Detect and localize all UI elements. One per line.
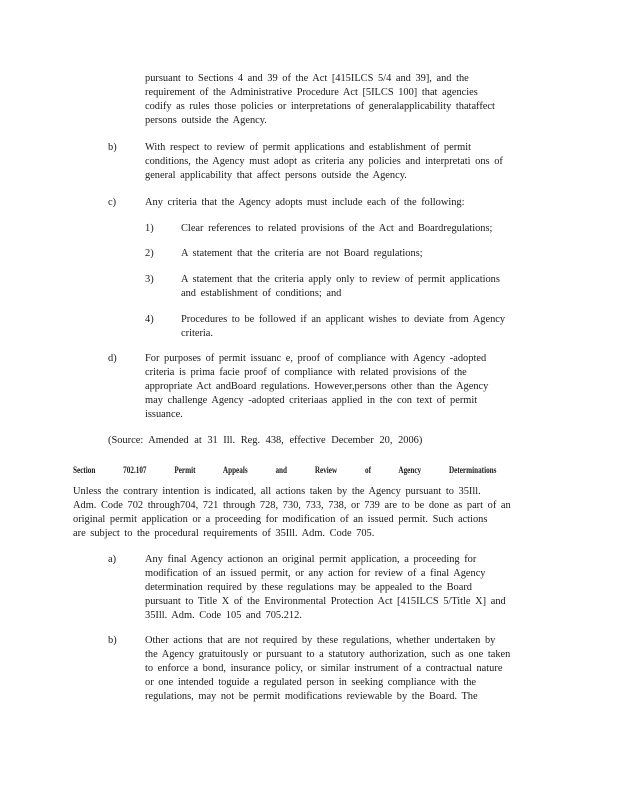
text-line: Unless the contrary intention is indicated, all actions taken by the Agency pursuant to 35Ill. [73, 486, 481, 497]
item-label-c: c) [108, 197, 117, 208]
text-line: 35Ill. Adm. Code 105 and 705.212. [145, 610, 302, 621]
subitem-4-text [181, 313, 526, 341]
text-line: pursuant to Sections 4 and 39 of the Act [415ILCS 5/4 and 39], and the [145, 73, 469, 84]
text-line: determination required by these regulations may be appealed to the Board [145, 582, 472, 593]
item-a-text [145, 553, 535, 623]
text-line: Any final Agency actionon an original permit application, a proceeding for [145, 554, 477, 565]
subitem-label-2: 2) [145, 248, 154, 259]
heading-word: Permit [174, 465, 196, 476]
text-line: or one intended toguide a regulated person in seeking compliance with the [145, 677, 477, 688]
text-line: Procedures to be followed if an applicant wishes to deviate from Agency [181, 314, 506, 325]
subitem-label-3: 3) [145, 274, 154, 285]
heading-word: Determinations [448, 465, 497, 476]
subitem-label-1: 1) [145, 223, 154, 234]
text-line: conditions, the Agency must adopt as criteria any policies and interpretati ons of [145, 156, 503, 167]
section-number: 702.107 [123, 465, 147, 476]
item-d-text [145, 352, 530, 422]
source-note: (Source: Amended at 31 Ill. Reg. 438, effective December 20, 2006) [108, 435, 423, 446]
text-line: original permit application or a proceeding for modification of an issued permit. Such actions [73, 514, 488, 525]
item-label-b2: b) [108, 635, 117, 646]
item-b2-text [145, 634, 535, 704]
subitem-3-text [181, 273, 526, 301]
text-line: may challenge Agency -adopted criteriaas applied in the con text of permit [145, 395, 478, 406]
continued-paragraph [145, 72, 530, 128]
text-line: criteria. [181, 328, 214, 339]
text-line: regulations, may not be permit modifications reviewable by the Board. The [145, 691, 478, 702]
text-line: appropriate Act andBoard regulations. However,persons other than the Agency [145, 381, 489, 392]
text-line: issuance. [145, 409, 183, 420]
text-line: and establishment of conditions; and [181, 288, 342, 299]
section-heading [73, 461, 497, 480]
text-line: pursuant to Title X of the Environmental Protection Act [415ILCS 5/Title X] and [145, 596, 506, 607]
heading-word: Review [314, 465, 338, 476]
heading-word: Agency [398, 465, 422, 476]
item-b-text [145, 141, 530, 183]
item-label-d: d) [108, 353, 117, 364]
text-line: A statement that the criteria apply only to review of permit applications [181, 274, 500, 285]
text-line: Clear references to related provisions of the Act and Boardregulations; [181, 223, 493, 234]
item-c-text [145, 196, 530, 210]
text-line: Any criteria that the Agency adopts must include each of the following: [145, 197, 465, 208]
text-line: to enforce a bond, insurance policy, or similar instrument of a contractual nature [145, 663, 503, 674]
text-line: A statement that the criteria are not Board regulations; [181, 248, 423, 259]
text-line: modification of an issued permit, or any action for review of a final Agency [145, 568, 486, 579]
item-label-a: a) [108, 554, 117, 565]
text-line: For purposes of permit issuanc e, proof of compliance with Agency -adopted [145, 353, 487, 364]
text-line: are subject to the procedural requirements of 35Ill. Adm. Code 705. [73, 528, 375, 539]
heading-word: of [364, 465, 371, 476]
subitem-label-4: 4) [145, 314, 154, 325]
section-word: Section [73, 465, 96, 476]
text-line: codify as rules those policies or interpretations of generalapplicability thataffect [145, 101, 495, 112]
text-line: the Agency gratuitously or pursuant to a statutory authorization, such as one taken [145, 649, 511, 660]
text-line: With respect to review of permit applications and establishment of permit [145, 142, 472, 153]
subitem-1-text [181, 222, 526, 236]
text-line: criteria is prima facie proof of compliance with related provisions of the [145, 367, 467, 378]
text-line: Other actions that are not required by these regulations, whether undertaken by [145, 635, 496, 646]
text-line: persons outside the Agency. [145, 115, 267, 126]
item-label-b: b) [108, 142, 117, 153]
subitem-2-text [181, 247, 526, 261]
text-line: Adm. Code 702 through704, 721 through 728, 730, 733, 738, or 739 are to be done as part of an [73, 500, 511, 511]
intro-paragraph [73, 485, 535, 541]
heading-word: and [275, 465, 288, 476]
heading-word: Appeals [222, 465, 248, 476]
text-line: general applicability that affect persons outside the Agency. [145, 170, 407, 181]
text-line: requirement of the Administrative Procedure Act [5ILCS 100] that agencies [145, 87, 478, 98]
